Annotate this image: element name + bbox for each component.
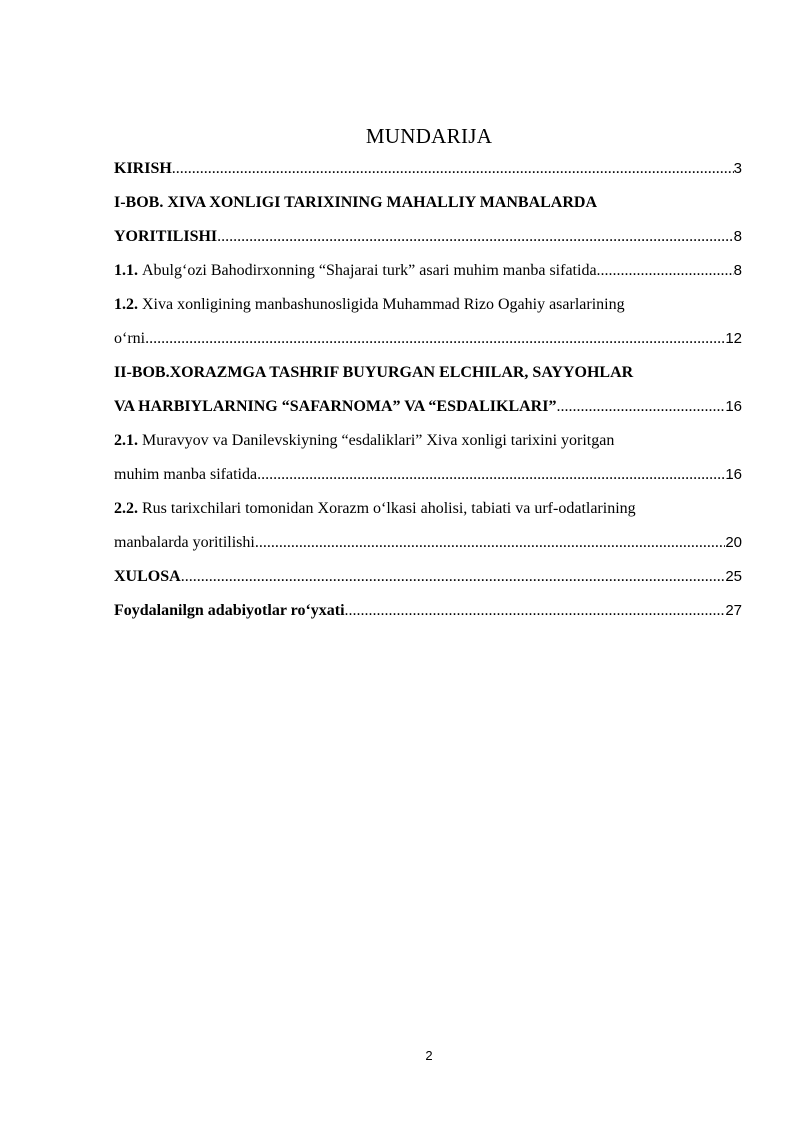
toc-entry-label: YORITILISHI (114, 228, 218, 245)
toc-entry-section-2-2[interactable] (114, 492, 742, 560)
dot-leader (345, 594, 726, 628)
toc-entry-line: II-BOB.XORAZMGA TASHRIF BUYURGAN ELCHILAR, SAYYOHLAR (114, 364, 634, 381)
toc-entry-section-1-2[interactable] (114, 288, 742, 356)
dot-leader (217, 220, 734, 254)
toc-entry-bibliography[interactable] (114, 594, 742, 628)
toc-page-number: 8 (733, 262, 742, 279)
toc-entry-label: manbalarda yoritilishi (114, 534, 255, 551)
dot-leader (556, 390, 725, 424)
section-number: 1.2. (114, 296, 138, 313)
dot-leader (181, 560, 726, 594)
toc-page-number: 25 (725, 568, 742, 585)
dot-leader (255, 526, 725, 560)
toc-entry-chapter-2[interactable] (114, 356, 742, 424)
toc-entry-line (114, 288, 742, 322)
toc-page-number: 16 (725, 398, 742, 415)
section-number: 2.2. (114, 500, 138, 517)
toc-page-number: 8 (733, 228, 742, 245)
toc-entry-line: I-BOB. XIVA XONLIGI TARIXINING MAHALLIY MANBALARDA (114, 194, 598, 211)
toc-entry-label: Foydalanilgn adabiyotlar ro‘yxati (114, 602, 345, 619)
toc-entry-xulosa[interactable] (114, 560, 742, 594)
dot-leader (145, 322, 725, 356)
toc-page-number: 27 (725, 602, 742, 619)
toc-entry-label: muhim manba sifatida (114, 466, 258, 483)
table-of-contents (114, 152, 742, 628)
footer-page-number: 2 (425, 1048, 433, 1063)
toc-entry-chapter-1[interactable] (114, 186, 742, 254)
toc-page-number: 12 (725, 330, 742, 347)
toc-page-number: 20 (725, 534, 742, 551)
toc-entry-label: VA HARBIYLARNING “SAFARNOMA” VA “ESDALIKLARI” (114, 398, 557, 415)
dot-leader (172, 152, 734, 186)
toc-entry-text: Rus tarixchilari tomonidan Xorazm o‘lkasi aholisi, tabiati va urf-odatlarining (142, 500, 636, 517)
dot-leader (597, 254, 734, 288)
toc-entry-label: o‘rni (114, 330, 146, 347)
page-title: MUNDARIJA (365, 124, 493, 148)
toc-entry-kirish[interactable] (114, 152, 742, 186)
toc-entry-label: KIRISH (114, 160, 172, 177)
toc-entry-text: Xiva xonligining manbashunosligida Muhammad Rizo Ogahiy asarlarining (142, 296, 625, 313)
section-number: 2.1. (114, 432, 138, 449)
toc-entry-section-1-1[interactable] (114, 254, 742, 288)
section-number: 1.1. (114, 262, 138, 279)
toc-page-number: 16 (725, 466, 742, 483)
dot-leader (257, 458, 725, 492)
toc-entry-text: Muravyov va Danilevskiyning “esdaliklari” Xiva xonligi tarixini yoritgan (142, 432, 615, 449)
toc-entry-line (114, 424, 742, 458)
toc-entry-label: XULOSA (114, 568, 181, 585)
toc-entry-line (114, 492, 742, 526)
toc-page-number: 3 (733, 160, 742, 177)
toc-entry-label: Abulg‘ozi Bahodirxonning “Shajarai turk” asari muhim manba sifatida (142, 262, 597, 279)
toc-entry-section-2-1[interactable] (114, 424, 742, 492)
